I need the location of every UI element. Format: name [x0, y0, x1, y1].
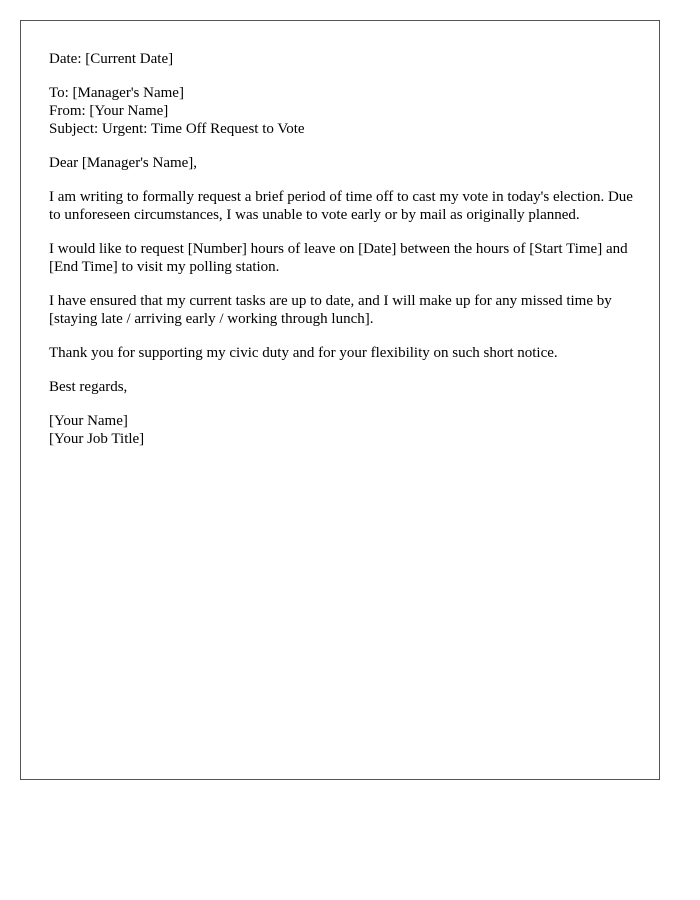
subject-line: Subject: Urgent: Time Off Request to Vote [49, 121, 305, 137]
signature-title: [Your Job Title] [49, 431, 145, 447]
signature-block [49, 412, 639, 448]
letter-body [49, 50, 639, 448]
letter-page [20, 20, 660, 780]
body-paragraph-1: I am writing to formally request a brief period of time off to cast my vote in today's election. Due to unforeseen circumstances, I was unable to vote early or by mail as originally planned. [49, 189, 633, 223]
body-paragraph-3: I have ensured that my current tasks are up to date, and I will make up for any missed time by [staying late / arriving early / working through lunch]. [49, 293, 612, 327]
body-paragraph-2: I would like to request [Number] hours of leave on [Date] between the hours of [Start Time] and [End Time] to visit my polling station. [49, 241, 628, 275]
signature-name: [Your Name] [49, 413, 128, 429]
from-line: From: [Your Name] [49, 103, 169, 119]
body-paragraph-4: Thank you for supporting my civic duty and for your flexibility on such short notice. [49, 345, 558, 361]
header-block [49, 84, 639, 138]
to-line: To: [Manager's Name] [49, 85, 184, 101]
date-block [49, 50, 639, 68]
salutation: Dear [Manager's Name], [49, 155, 198, 171]
date-line: Date: [Current Date] [49, 51, 174, 67]
closing: Best regards, [49, 379, 128, 395]
